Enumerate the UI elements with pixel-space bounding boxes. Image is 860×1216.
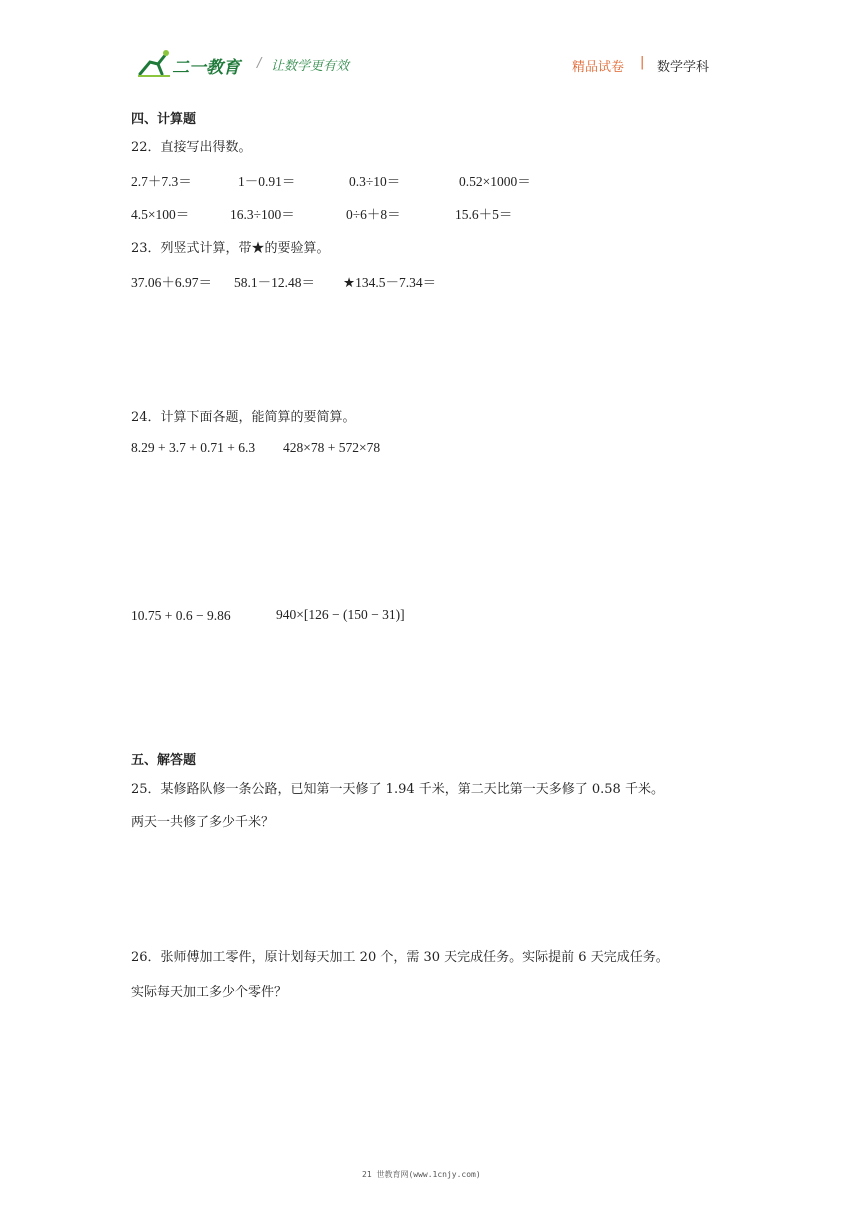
q22-item: 16.3÷100＝ xyxy=(230,207,295,222)
runner-logo-icon xyxy=(136,48,174,78)
logo-text: 二一教育 xyxy=(172,58,240,78)
header-divider: / xyxy=(257,56,262,71)
q23-prompt: 23．列竖式计算，带★的要验算。 xyxy=(131,241,330,256)
header-tag-left: 精品试卷 xyxy=(572,60,625,75)
q22-item: 15.6＋5＝ xyxy=(455,207,513,222)
q24-prompt: 24．计算下面各题，能简算的要简算。 xyxy=(131,410,356,425)
header-slogan: 让数学更有效 xyxy=(271,59,350,74)
header-tag-right: 数学学科 xyxy=(657,60,710,75)
q22-item: 0.52×1000＝ xyxy=(459,174,531,189)
q22-item: 4.5×100＝ xyxy=(131,207,190,222)
section4-title: 四、计算题 xyxy=(131,112,197,127)
logo xyxy=(136,48,246,78)
q25-line2: 两天一共修了多少千米？ xyxy=(131,815,275,830)
q25-line1: 25．某修路队修一条公路，已知第一天修了 1.94 千米，第二天比第一天多修了 0.58 千米。 xyxy=(131,782,664,797)
q26-line1: 26．张师傅加工零件，原计划每天加工 20 个，需 30 天完成任务。实际提前 6 天完成任务。 xyxy=(131,950,669,965)
q24-item: 428×78 + 572×78 xyxy=(283,440,381,455)
q24-item: 940×[126 − (150 − 31)] xyxy=(276,607,405,622)
section5-title: 五、解答题 xyxy=(131,753,197,768)
q22-item: 0÷6＋8＝ xyxy=(346,207,401,222)
q24-item: 10.75 + 0.6 − 9.86 xyxy=(131,608,231,623)
q24-item: 8.29 + 3.7 + 0.71 + 6.3 xyxy=(131,440,256,455)
q22-item: 1－0.91＝ xyxy=(238,174,296,189)
q22-prompt: 22．直接写出得数。 xyxy=(131,140,252,155)
q22-item: 0.3÷10＝ xyxy=(349,174,401,189)
q23-item: ★134.5－7.34＝ xyxy=(343,275,437,290)
q23-item: 58.1－12.48＝ xyxy=(234,275,315,290)
q26-line2: 实际每天加工多少个零件？ xyxy=(131,985,288,1000)
q23-item: 37.06＋6.97＝ xyxy=(131,275,212,290)
header-tag-sep: | xyxy=(640,55,645,70)
q22-item: 2.7＋7.3＝ xyxy=(131,174,192,189)
footer-text: 21 世教育网(www.1cnjy.com) xyxy=(362,1170,481,1179)
